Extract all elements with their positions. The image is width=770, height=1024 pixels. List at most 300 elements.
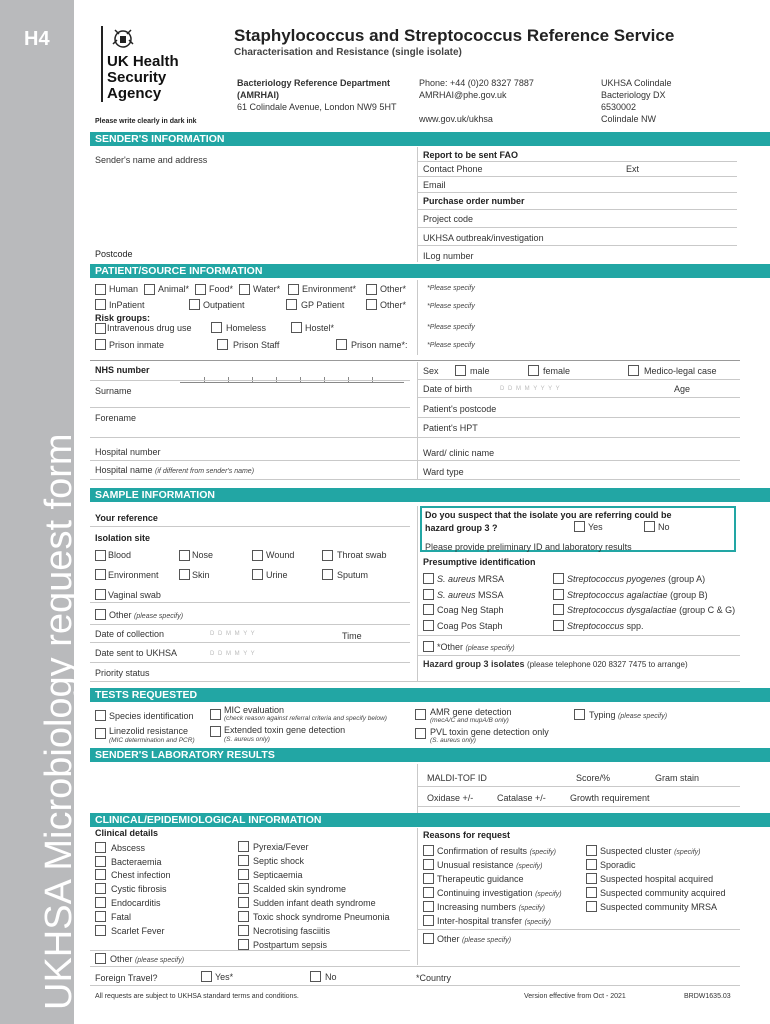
vaginal-swab-label: Vaginal swab [108, 590, 161, 600]
other-clinical-note: (please specify) [135, 957, 185, 964]
prison-staff-label: Prison Staff [233, 340, 280, 350]
scalded-skin-label: Scalded skin syndrome [253, 884, 347, 894]
divider [417, 176, 737, 177]
prison-name-checkbox[interactable] [336, 339, 347, 350]
date-sent-label: Date sent to UKHSA [95, 648, 178, 658]
therapeutic-guidance-label: Therapeutic guidance [437, 874, 524, 884]
divider [90, 642, 410, 643]
sids-label: Sudden infant death syndrome [253, 898, 376, 908]
hazard-no-label: No [658, 522, 670, 532]
reasons-other-checkbox[interactable] [423, 933, 434, 944]
urine-checkbox[interactable] [252, 569, 263, 580]
pvl-note: (S. aureus only) [430, 737, 476, 744]
amr-note: (mecA/C and mupA/B only) [430, 717, 509, 724]
confirmation-text: Confirmation of results [437, 846, 528, 856]
species-id-label: Species identification [109, 711, 194, 721]
throat-swab-label: Throat swab [337, 550, 387, 560]
other-presumptive-label [437, 642, 515, 652]
clinical-details-label: Clinical details [95, 828, 159, 838]
urine-label: Urine [266, 570, 288, 580]
project-code-label: Project code [423, 214, 474, 224]
mic-label: MIC evaluation [224, 705, 285, 715]
divider [90, 681, 740, 682]
write-note: Please write clearly in dark ink [95, 118, 197, 125]
dx-line2: Bacteriology DX [601, 90, 666, 100]
typing-note: (please specify) [618, 713, 668, 720]
foreign-travel-yes-label: Yes* [215, 972, 234, 982]
divider [417, 192, 737, 193]
confirmation-checkbox[interactable] [423, 845, 434, 856]
sex-label: Sex [423, 366, 439, 376]
strep-spp-checkbox[interactable] [553, 620, 564, 631]
pvl-checkbox[interactable] [415, 728, 426, 739]
contact-phone: Phone: +44 (0)20 8327 7887 [419, 78, 534, 88]
divider [417, 828, 418, 965]
mssa-text: MSSA [478, 590, 504, 600]
outbreak-label: UKHSA outbreak/investigation [423, 233, 544, 243]
mssa-checkbox[interactable] [423, 589, 434, 600]
footer-terms: All requests are subject to UKHSA standard terms and conditions. [95, 993, 299, 1000]
coag-neg-checkbox[interactable] [423, 604, 434, 615]
unusual-resistance-text: Unusual resistance [437, 860, 514, 870]
female-checkbox[interactable] [528, 365, 539, 376]
homeless-label: Homeless [226, 323, 267, 333]
surname-label: Surname [95, 386, 132, 396]
other-presumptive-checkbox[interactable] [423, 641, 434, 652]
sporadic-label: Sporadic [600, 860, 636, 870]
form-code: H4 [24, 28, 50, 50]
wound-checkbox[interactable] [252, 550, 263, 561]
maldi-label: MALDI-TOF ID [427, 773, 487, 783]
environment-checkbox[interactable] [288, 284, 299, 295]
coag-pos-label: Coag Pos Staph [437, 621, 503, 631]
page-subtitle: Characterisation and Resistance (single isolate) [234, 47, 462, 58]
divider [90, 437, 740, 438]
medico-legal-checkbox[interactable] [628, 365, 639, 376]
forename-label: Forename [95, 413, 137, 423]
prison-inmate-label: Prison inmate [109, 340, 165, 350]
community-acquired-label: Suspected community acquired [600, 888, 726, 898]
mic-note: (check reason against referral criteria and specify below) [224, 715, 387, 722]
divider [90, 407, 410, 408]
water-label: Water* [253, 284, 281, 294]
vertical-title [38, 433, 81, 1010]
hospital-name-label [95, 465, 254, 475]
other-source-checkbox[interactable] [366, 284, 377, 295]
community-mrsa-label: Suspected community MRSA [600, 902, 718, 912]
section-patient: PATIENT/SOURCE INFORMATION [90, 264, 770, 278]
dx-line3: 6530002 [601, 102, 637, 112]
agalactiae-group: (group B) [670, 590, 708, 600]
logo-line2: Security [107, 69, 167, 86]
footer-code: BRDW1635.03 [684, 993, 731, 1000]
divider [90, 624, 410, 625]
mrsa-text: MRSA [478, 574, 505, 584]
inter-hospital-note: (specify) [524, 919, 552, 926]
pyogenes-label [567, 574, 705, 584]
cystic-fibrosis-label: Cystic fibrosis [111, 884, 167, 894]
pyogenes-group: (group A) [668, 574, 706, 584]
mrsa-label [437, 574, 504, 584]
divider [417, 209, 737, 210]
environment-sample-label: Environment [108, 570, 159, 580]
amr-checkbox[interactable] [415, 709, 426, 720]
vertical-title-part2: request form [38, 433, 80, 647]
nose-label: Nose [192, 550, 214, 560]
community-mrsa-checkbox[interactable] [586, 901, 597, 912]
po-number-label: Purchase order number [423, 196, 525, 206]
divider [90, 602, 410, 603]
dept-street: 61 Colindale Avenue, London NW9 5HT [237, 102, 397, 112]
toxin-checkbox[interactable] [210, 726, 221, 737]
s-aureus-text: S. aureus [437, 590, 476, 600]
pyrexia-label: Pyrexia/Fever [253, 842, 309, 852]
logo-line1: UK Health [107, 53, 179, 70]
section-tests: TESTS REQUESTED [90, 688, 770, 702]
growth-label: Growth requirement [570, 793, 650, 803]
increasing-numbers-note: (specify) [518, 905, 546, 912]
foreign-travel-no-checkbox[interactable] [310, 971, 321, 982]
endocarditis-label: Endocarditis [111, 898, 161, 908]
agalactiae-checkbox[interactable] [553, 589, 564, 600]
increasing-numbers-checkbox[interactable] [423, 901, 434, 912]
other-presumptive-note: (please specify) [465, 645, 515, 652]
septic-shock-checkbox[interactable] [238, 855, 249, 866]
increasing-numbers-text: Increasing numbers [437, 902, 517, 912]
typing-label [589, 710, 667, 720]
necrotising-fasciitis-checkbox[interactable] [238, 925, 249, 936]
throat-swab-checkbox[interactable] [322, 550, 333, 561]
divider [417, 929, 740, 930]
vaginal-swab-checkbox[interactable] [95, 589, 106, 600]
age-label: Age [674, 384, 691, 394]
priority-label: Priority status [95, 668, 150, 678]
toxic-shock-checkbox[interactable] [238, 911, 249, 922]
spp-text: spp. [626, 621, 644, 631]
dept-address [237, 77, 396, 113]
divider [90, 950, 410, 951]
section-sample: SAMPLE INFORMATION [90, 488, 770, 502]
mrsa-checkbox[interactable] [423, 573, 434, 584]
strep-text: Streptococcus [567, 621, 625, 631]
septicaemia-label: Septicaemia [253, 870, 303, 880]
bacteraemia-checkbox[interactable] [95, 856, 106, 867]
divider [90, 479, 740, 480]
postpartum-sepsis-checkbox[interactable] [238, 939, 249, 950]
wound-label: Wound [266, 550, 295, 560]
divider [417, 227, 737, 228]
divider [417, 806, 740, 807]
other-clinical-label [110, 954, 184, 964]
food-checkbox[interactable] [195, 284, 206, 295]
dysgalactiae-checkbox[interactable] [553, 604, 564, 615]
other-presumptive-text: *Other [437, 642, 464, 652]
hazard-question: Do you suspect that the isolate you are referring could be [425, 510, 672, 520]
ward-label: Ward/ clinic name [423, 448, 495, 458]
female-label: female [543, 366, 571, 376]
your-reference-label: Your reference [95, 513, 158, 523]
sidebar [0, 0, 80, 1024]
email-label: Email [423, 180, 446, 190]
hospital-name-note: (if different from sender's name) [155, 468, 255, 475]
typing-checkbox[interactable] [574, 709, 585, 720]
water-checkbox[interactable] [239, 284, 250, 295]
mic-checkbox[interactable] [210, 709, 221, 720]
inpatient-checkbox[interactable] [95, 299, 106, 310]
reasons-other-note: (please specify) [462, 937, 512, 944]
please-specify-note: *Please specify [427, 303, 475, 310]
ukhsa-logo [97, 26, 207, 106]
increasing-numbers-label [437, 902, 545, 912]
suspected-cluster-text: Suspected cluster [600, 846, 672, 856]
inter-hospital-text: Inter-hospital transfer [437, 916, 523, 926]
contact-web[interactable]: www.gov.uk/ukhsa [419, 114, 493, 124]
dysgalactiae-label [567, 605, 735, 615]
divider [90, 662, 410, 663]
blood-checkbox[interactable] [95, 550, 106, 561]
divider [417, 655, 740, 656]
section-clinical: CLINICAL/EPIDEMIOLOGICAL INFORMATION [90, 813, 770, 827]
abscess-checkbox[interactable] [95, 842, 106, 853]
please-specify-note: *Please specify [427, 285, 475, 292]
other-sample-label [109, 610, 183, 620]
pyogenes-text: Streptococcus pyogenes [567, 574, 666, 584]
time-label: Time [342, 631, 362, 641]
isolation-site-label: Isolation site [95, 533, 151, 543]
typing-text: Typing [589, 710, 616, 720]
prison-name-label: Prison name*: [351, 340, 408, 350]
pyogenes-checkbox[interactable] [553, 573, 564, 584]
divider [417, 280, 418, 355]
divider [90, 360, 740, 361]
foreign-travel-yes-checkbox[interactable] [201, 971, 212, 982]
divider [417, 161, 737, 162]
hazard-yes-checkbox[interactable] [574, 521, 585, 532]
hazard-yes-label: Yes [588, 522, 603, 532]
agalactiae-text: Streptococcus agalactiae [567, 590, 668, 600]
footer-version: Version effective from Oct - 2021 [524, 993, 626, 1000]
inpatient-label: InPatient [109, 300, 145, 310]
dob-mask[interactable]: D D M M Y Y Y Y [500, 386, 561, 392]
reasons-label: Reasons for request [423, 830, 511, 840]
patient-postcode-label: Patient's postcode [423, 404, 497, 414]
sids-checkbox[interactable] [238, 897, 249, 908]
homeless-checkbox[interactable] [211, 322, 222, 333]
suspected-cluster-note: (specify) [674, 849, 701, 856]
outpatient-label: Outpatient [203, 300, 245, 310]
other-sample-checkbox[interactable] [95, 609, 106, 620]
septicaemia-checkbox[interactable] [238, 869, 249, 880]
fatal-checkbox[interactable] [95, 911, 106, 922]
sporadic-checkbox[interactable] [586, 859, 597, 870]
royal-crest-icon [109, 26, 137, 52]
medico-legal-label: Medico-legal case [644, 366, 717, 376]
dept-name: Bacteriology Reference Department [237, 78, 391, 88]
dept-code: (AMRHAI) [237, 90, 279, 100]
postcode-label: Postcode [95, 249, 133, 259]
logo-bar [101, 26, 103, 102]
divider [417, 417, 740, 418]
confirmation-label [437, 846, 556, 856]
chest-infection-checkbox[interactable] [95, 869, 106, 880]
coag-neg-label: Coag Neg Staph [437, 605, 504, 615]
divider [417, 786, 740, 787]
continuing-investigation-checkbox[interactable] [423, 887, 434, 898]
endocarditis-checkbox[interactable] [95, 897, 106, 908]
fatal-label: Fatal [111, 912, 132, 922]
environment-sample-checkbox[interactable] [95, 569, 106, 580]
community-acquired-checkbox[interactable] [586, 887, 597, 898]
risk-groups-label: Risk groups: [95, 313, 151, 323]
date-collection-label: Date of collection [95, 629, 165, 639]
date-sent-mask[interactable]: D D M M Y Y [210, 651, 256, 657]
sender-name-address-label: Sender's name and address [95, 155, 208, 165]
hazard-no-checkbox[interactable] [644, 521, 655, 532]
pyrexia-checkbox[interactable] [238, 841, 249, 852]
hazard-isolates-label: Hazard group 3 isolates [423, 659, 525, 669]
date-collection-mask[interactable]: D D M M Y Y [210, 631, 256, 637]
gp-patient-checkbox[interactable] [286, 299, 297, 310]
section-sender: SENDER'S INFORMATION [90, 132, 770, 146]
reasons-other-label [437, 934, 511, 944]
divider [90, 985, 740, 986]
linezolid-checkbox[interactable] [95, 728, 106, 739]
therapeutic-guidance-checkbox[interactable] [423, 873, 434, 884]
vertical-title-part1: UKHSA Microbiology [38, 646, 80, 1010]
human-checkbox[interactable] [95, 284, 106, 295]
divider [417, 379, 740, 380]
scarlet-fever-label: Scarlet Fever [111, 926, 165, 936]
inter-hospital-checkbox[interactable] [423, 915, 434, 926]
please-specify-note: *Please specify [427, 324, 475, 331]
nhs-number-label: NHS number [95, 365, 150, 375]
toxin-note: (S. aureus only) [224, 736, 270, 743]
catalase-label: Catalase +/- [497, 793, 546, 803]
scalded-skin-checkbox[interactable] [238, 883, 249, 894]
gp-patient-label: GP Patient [301, 300, 345, 310]
male-checkbox[interactable] [455, 365, 466, 376]
divider [90, 526, 410, 527]
human-label: Human [109, 284, 139, 294]
strep-spp-label [567, 621, 644, 631]
unusual-resistance-note: (specify) [516, 863, 543, 870]
other-sample-text: Other [109, 610, 132, 620]
divider [90, 380, 410, 381]
bacteraemia-label: Bacteraemia [111, 857, 162, 867]
ward-type-label: Ward type [423, 467, 464, 477]
unusual-resistance-label [437, 860, 543, 870]
ivdu-label: Intravenous drug use [107, 323, 192, 333]
nose-checkbox[interactable] [179, 550, 190, 561]
coag-pos-checkbox[interactable] [423, 620, 434, 631]
prison-staff-checkbox[interactable] [217, 339, 228, 350]
ivdu-checkbox[interactable] [95, 323, 106, 334]
hazard-phone: (please telephone 020 8327 7475 to arrange) [527, 660, 688, 669]
divider [417, 245, 737, 246]
other-sample-note: (please specify) [134, 613, 184, 620]
septic-shock-label: Septic shock [253, 856, 305, 866]
ilog-label: ILog number [423, 251, 474, 261]
outpatient-checkbox[interactable] [189, 299, 200, 310]
animal-checkbox[interactable] [144, 284, 155, 295]
other-patient-label: Other* [380, 300, 407, 310]
toxin-label: Extended toxin gene detection [224, 725, 346, 735]
prelim-note: Please provide preliminary ID and laboratory results [425, 542, 632, 552]
confirmation-note: (specify) [529, 849, 557, 856]
foreign-travel-no-label: No [325, 972, 337, 982]
skin-checkbox[interactable] [179, 569, 190, 580]
sputum-label: Sputum [337, 570, 369, 580]
postpartum-sepsis-label: Postpartum sepsis [253, 940, 328, 950]
animal-label: Animal* [158, 284, 190, 294]
country-label: *Country [416, 973, 452, 983]
dx-line4: Colindale NW [601, 114, 657, 124]
ext-label: Ext [626, 164, 640, 174]
mssa-label [437, 590, 504, 600]
section-lab-results: SENDER'S LABORATORY RESULTS [90, 748, 770, 762]
abscess-label: Abscess [111, 843, 146, 853]
dob-label: Date of birth [423, 384, 473, 394]
dx-line1: UKHSA Colindale [601, 78, 672, 88]
skin-label: Skin [192, 570, 210, 580]
divider [417, 506, 418, 681]
logo-text [107, 54, 207, 102]
patient-hpt-label: Patient's HPT [423, 423, 478, 433]
divider [417, 635, 740, 636]
continuing-investigation-note: (specify) [535, 891, 562, 898]
amr-label: AMR gene detection [430, 707, 512, 717]
dysgalactiae-group: (group C & G) [679, 605, 736, 615]
divider [90, 966, 740, 967]
cystic-fibrosis-checkbox[interactable] [95, 883, 106, 894]
scarlet-fever-checkbox[interactable] [95, 925, 106, 936]
suspected-cluster-checkbox[interactable] [586, 845, 597, 856]
contact-email[interactable]: AMRHAI@phe.gov.uk [419, 90, 507, 100]
male-label: male [470, 366, 490, 376]
sputum-checkbox[interactable] [322, 569, 333, 580]
blood-label: Blood [108, 550, 132, 560]
necrotising-fasciitis-label: Necrotising fasciitis [253, 926, 331, 936]
linezolid-note: (MIC determination and PCR) [109, 737, 195, 744]
environment-label: Environment* [302, 284, 357, 294]
suspected-cluster-label [600, 846, 701, 856]
hazard-question-2: hazard group 3 ? [425, 523, 498, 533]
continuing-investigation-label [437, 888, 562, 898]
species-id-checkbox[interactable] [95, 710, 106, 721]
other-source-label: Other* [380, 284, 407, 294]
presumptive-label: Presumptive identification [423, 557, 536, 567]
prison-inmate-checkbox[interactable] [95, 339, 106, 350]
inter-hospital-label [437, 916, 551, 926]
other-clinical-checkbox[interactable] [95, 953, 106, 964]
hospital-number-label: Hospital number [95, 447, 161, 457]
hospital-acquired-label: Suspected hospital acquired [600, 874, 714, 884]
divider [90, 460, 740, 461]
food-label: Food* [209, 284, 234, 294]
logo-line3: Agency [107, 85, 162, 102]
gram-stain-label: Gram stain [655, 773, 700, 783]
dx-address [601, 77, 672, 125]
other-clinical-text: Other [110, 954, 133, 964]
hostel-checkbox[interactable] [291, 322, 302, 333]
contact-info [419, 77, 534, 125]
foreign-travel-label: Foreign Travel? [95, 973, 158, 983]
hospital-name-text: Hospital name [95, 465, 153, 475]
contact-phone-label: Contact Phone [423, 164, 483, 174]
hospital-acquired-checkbox[interactable] [586, 873, 597, 884]
unusual-resistance-checkbox[interactable] [423, 859, 434, 870]
other-patient-checkbox[interactable] [366, 299, 377, 310]
